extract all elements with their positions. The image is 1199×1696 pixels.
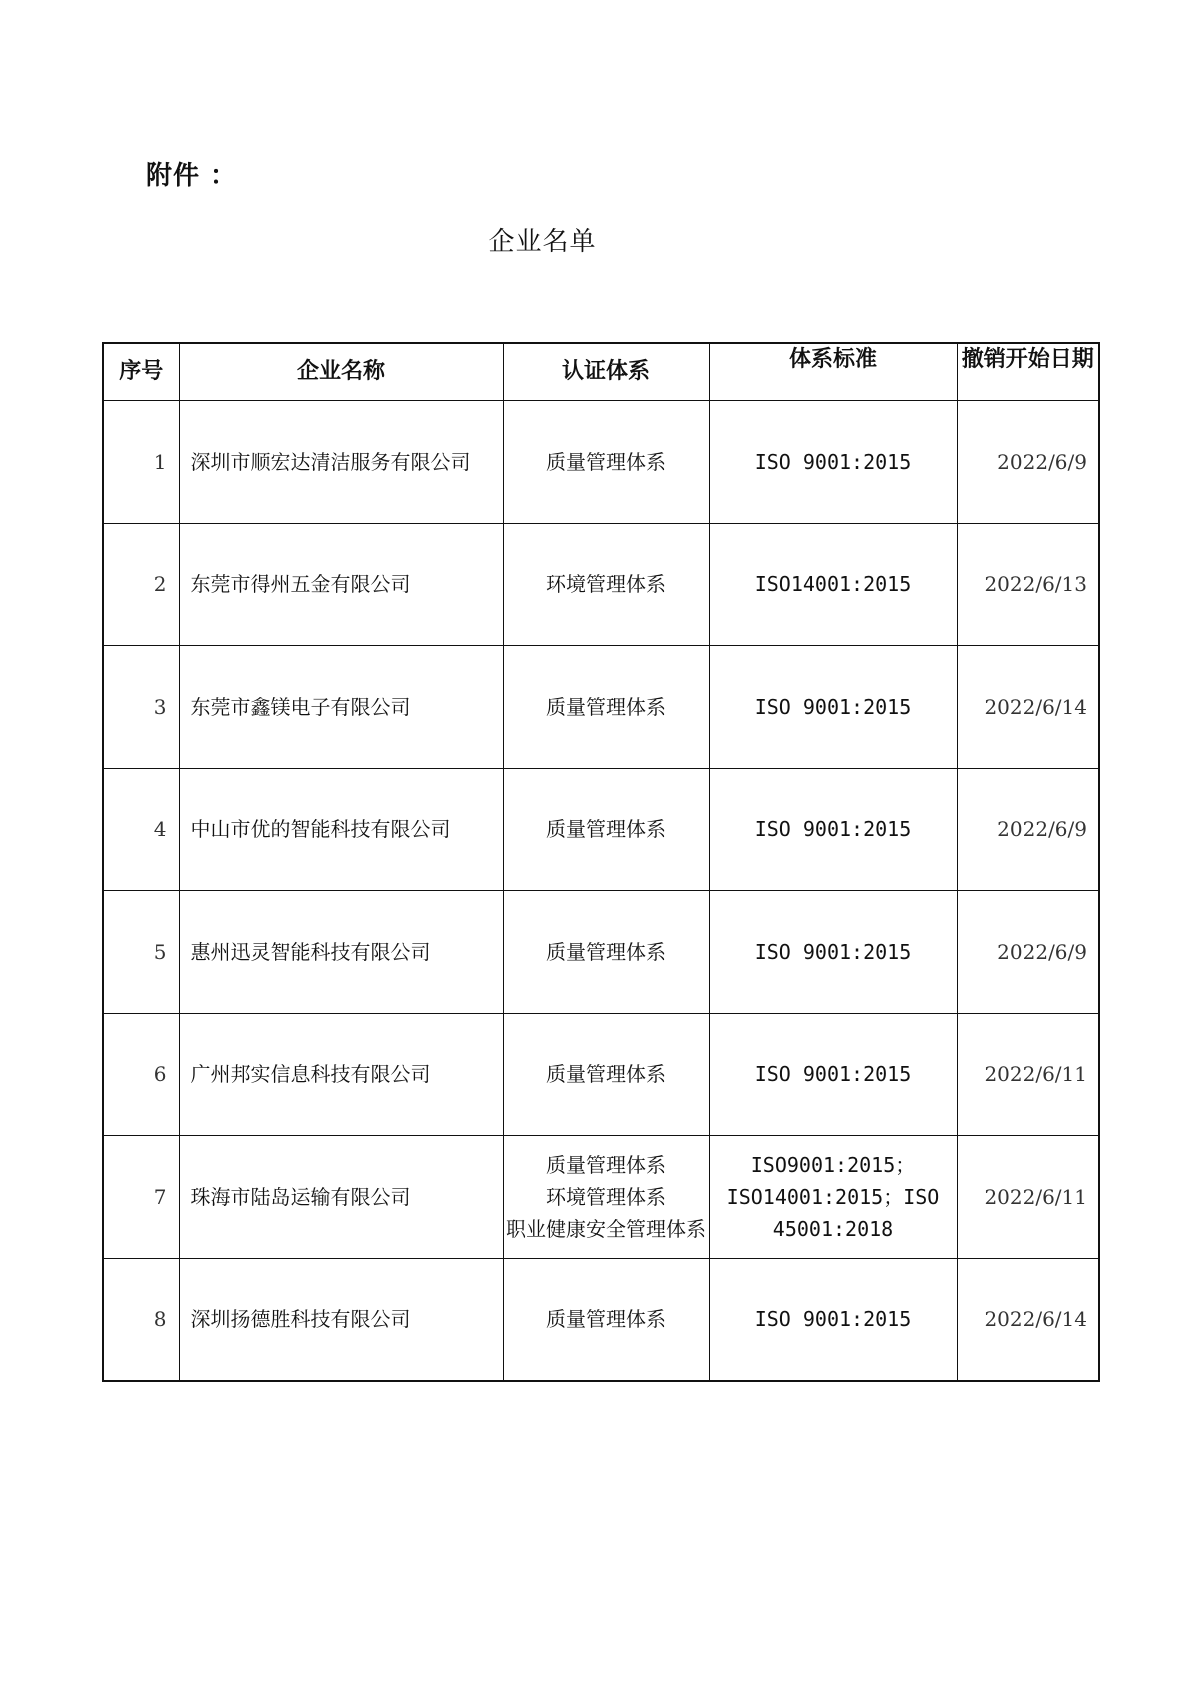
company-name-cell: 珠海市陆岛运输有限公司: [179, 1136, 503, 1259]
cert-system-line: 质量管理体系: [546, 694, 666, 719]
table-row: [103, 891, 1099, 1014]
standard-line: ISO 9001:2015: [754, 449, 912, 474]
cert-system-cell: [503, 1136, 709, 1259]
standard-cell: [709, 768, 957, 891]
cert-system-cell: [503, 401, 709, 524]
revoke-date-cell: 2022/6/11: [957, 1136, 1099, 1259]
cert-system-line: 质量管理体系: [546, 817, 666, 842]
standard-line: 45001:2018: [772, 1216, 894, 1241]
table-row: [103, 646, 1099, 769]
seq-cell: 6: [103, 1013, 179, 1136]
column-header-standard: 体系标准: [709, 343, 957, 401]
cert-system-line: 职业健康安全管理体系: [506, 1216, 706, 1241]
standard-cell: [709, 646, 957, 769]
table-row: [103, 1136, 1099, 1259]
cert-system-cell: [503, 768, 709, 891]
cert-system-cell: [503, 1013, 709, 1136]
company-name-cell: 广州邦实信息科技有限公司: [179, 1013, 503, 1136]
revoke-date-cell: 2022/6/9: [957, 768, 1099, 891]
cert-system-cell: [503, 646, 709, 769]
standard-cell: [709, 1013, 957, 1136]
attachment-label: 附件 ：: [146, 161, 238, 191]
cert-system-cell: [503, 891, 709, 1014]
standard-line: ISO14001:2015: [754, 572, 912, 597]
company-name-cell: 深圳市顺宏达清洁服务有限公司: [179, 401, 503, 524]
standard-cell: [709, 401, 957, 524]
standard-line: ISO14001:2015；ISO: [726, 1184, 940, 1209]
column-header-name: 企业名称: [179, 343, 503, 401]
company-list-table: [102, 342, 1100, 1382]
company-name-cell: 惠州迅灵智能科技有限公司: [179, 891, 503, 1014]
seq-cell: 4: [103, 768, 179, 891]
seq-cell: 3: [103, 646, 179, 769]
standard-cell: [709, 1136, 957, 1259]
column-header-cert-system: 认证体系: [503, 343, 709, 401]
table-row: [103, 1258, 1099, 1381]
table-header-row: [103, 343, 1099, 401]
revoke-date-header-text: 撤销开始日期: [961, 347, 1094, 372]
cert-system-line: 质量管理体系: [546, 1152, 666, 1177]
revoke-date-cell: 2022/6/14: [957, 1258, 1099, 1381]
revoke-date-cell: 2022/6/11: [957, 1013, 1099, 1136]
seq-cell: 7: [103, 1136, 179, 1259]
cert-system-line: 质量管理体系: [546, 1062, 666, 1087]
table-row: [103, 523, 1099, 646]
seq-cell: 5: [103, 891, 179, 1014]
standard-cell: [709, 891, 957, 1014]
column-header-revoke-date: [957, 343, 1099, 401]
standard-line: ISO 9001:2015: [754, 817, 912, 842]
seq-cell: 2: [103, 523, 179, 646]
company-name-cell: 东莞市鑫镁电子有限公司: [179, 646, 503, 769]
table-row: [103, 768, 1099, 891]
cert-system-line: 质量管理体系: [546, 449, 666, 474]
seq-cell: 1: [103, 401, 179, 524]
revoke-date-cell: 2022/6/9: [957, 401, 1099, 524]
revoke-date-cell: 2022/6/13: [957, 523, 1099, 646]
cert-system-line: 环境管理体系: [546, 572, 666, 597]
standard-line: ISO 9001:2015: [754, 939, 912, 964]
cert-system-cell: [503, 1258, 709, 1381]
standard-line: ISO 9001:2015: [754, 1307, 912, 1332]
cert-system-line: 质量管理体系: [546, 1307, 666, 1332]
revoke-date-cell: 2022/6/9: [957, 891, 1099, 1014]
company-name-cell: 深圳扬德胜科技有限公司: [179, 1258, 503, 1381]
cert-system-line: 环境管理体系: [546, 1184, 666, 1209]
standard-cell: [709, 1258, 957, 1381]
standard-line: ISO 9001:2015: [754, 1062, 912, 1087]
column-header-seq: 序号: [103, 343, 179, 401]
table-body: [103, 401, 1099, 1382]
standard-cell: [709, 523, 957, 646]
seq-cell: 8: [103, 1258, 179, 1381]
company-name-cell: 中山市优的智能科技有限公司: [179, 768, 503, 891]
company-name-cell: 东莞市得州五金有限公司: [179, 523, 503, 646]
table-row: [103, 401, 1099, 524]
standard-line: ISO 9001:2015: [754, 694, 912, 719]
table-row: [103, 1013, 1099, 1136]
revoke-date-cell: 2022/6/14: [957, 646, 1099, 769]
standard-line: ISO9001:2015；: [750, 1152, 916, 1177]
document-title: 企业名单: [488, 227, 597, 257]
cert-system-cell: [503, 523, 709, 646]
cert-system-line: 质量管理体系: [546, 939, 666, 964]
